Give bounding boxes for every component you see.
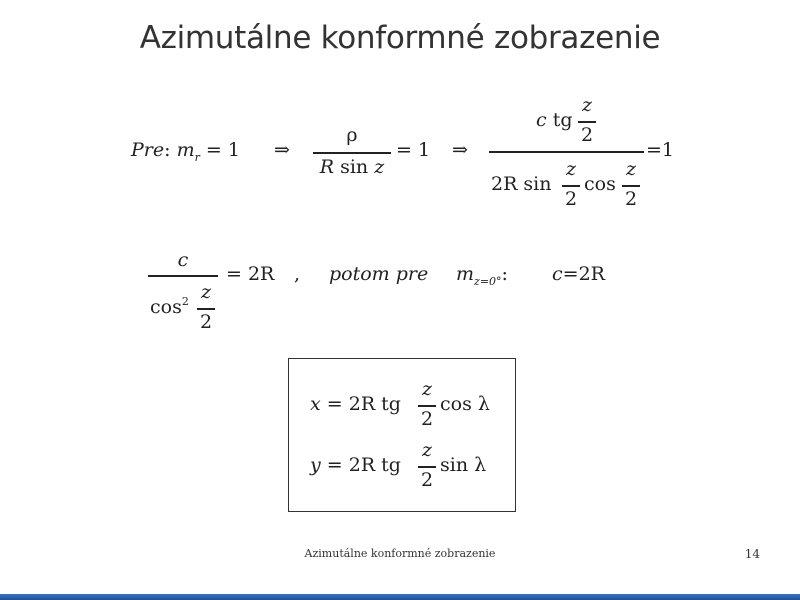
z-symbol: z	[374, 156, 385, 178]
eq2-two: 2	[199, 311, 213, 333]
implies-arrow-1: ⇒	[274, 139, 290, 161]
x-mid-text: = 2R tg	[326, 393, 401, 415]
y-z: z	[421, 439, 432, 461]
y-mid-text: = 2R tg	[326, 454, 401, 476]
num-two: 2	[580, 124, 594, 146]
eq2-z: z	[200, 281, 211, 303]
x-equation-lhs	[310, 393, 401, 415]
eq-2r-text: =2R	[562, 263, 605, 285]
y-equation-lhs	[310, 454, 401, 476]
m-symbol-2: m	[456, 263, 475, 285]
pre-label: Pre	[131, 139, 165, 161]
y-frac-bar	[418, 466, 436, 468]
den-two-1: 2	[564, 188, 578, 210]
x-z: z	[421, 378, 432, 400]
m-subscript-2: z=0°	[474, 275, 502, 288]
tg-text: tg	[552, 109, 573, 131]
cos-text: cos	[150, 296, 182, 318]
equals-one-3: =1	[646, 139, 675, 161]
y-sin-lambda: sin λ	[440, 454, 487, 476]
x-two: 2	[420, 408, 434, 430]
x-cos-lambda: cos λ	[440, 393, 490, 415]
pre-colon: :	[164, 139, 171, 161]
slide-title: Azimutálne konformné zobrazenie	[139, 20, 661, 56]
c-symbol: c	[536, 109, 547, 131]
den-z-1: z	[565, 158, 576, 180]
y-two: 2	[420, 469, 434, 491]
eq2-comma: ,	[294, 263, 301, 285]
den-2r-sin: 2R sin	[491, 173, 552, 195]
r-symbol: R	[319, 156, 335, 178]
num-z: z	[581, 94, 592, 116]
page-number: 14	[744, 547, 760, 561]
potom-pre-text: potom pre	[329, 263, 429, 285]
implies-arrow-2: ⇒	[452, 139, 468, 161]
footer-title: Azimutálne konformné zobrazenie	[304, 547, 496, 560]
equals-one: = 1	[205, 139, 240, 161]
m-subscript: r	[194, 151, 200, 164]
m-symbol: m	[176, 139, 195, 161]
x-frac-bar	[418, 405, 436, 407]
equals-one-2: = 1	[396, 139, 431, 161]
eq2-c-numerator: c	[177, 249, 189, 271]
colon-2: :	[501, 263, 508, 285]
bottom-accent-bar	[0, 594, 800, 600]
sin-text: sin	[340, 156, 369, 178]
x-symbol: x	[310, 393, 321, 415]
eq2-equals-2r: = 2R	[226, 263, 275, 285]
den-z-2: z	[625, 158, 636, 180]
rho-numerator: ρ	[346, 124, 358, 146]
c-symbol-2: c	[552, 263, 563, 285]
den-two-2: 2	[624, 188, 638, 210]
den-cos: cos	[584, 173, 616, 195]
squared-exponent: 2	[181, 295, 189, 308]
y-symbol: y	[310, 454, 321, 476]
